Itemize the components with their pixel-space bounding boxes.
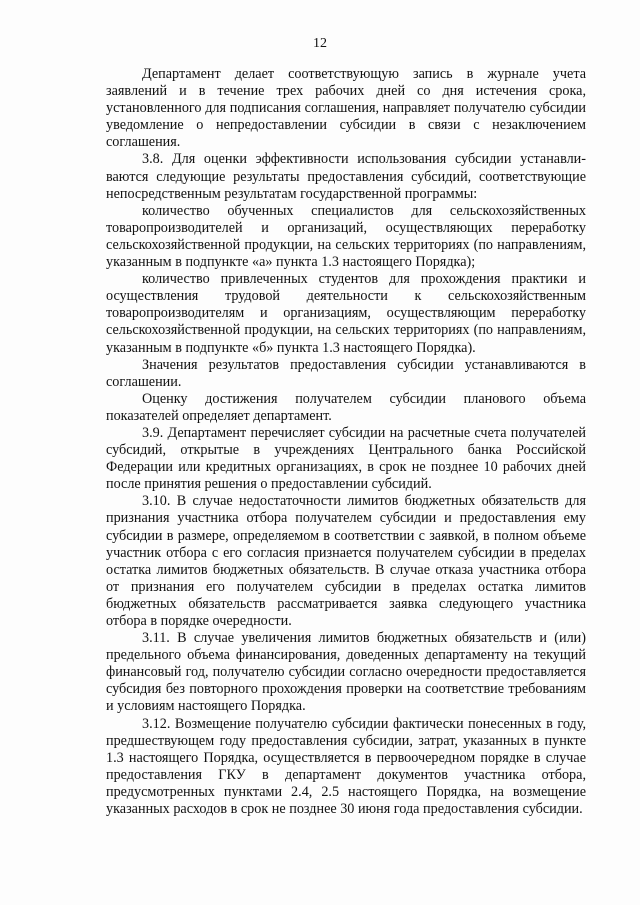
paragraph-3-8-results: 3.8. Для оценки эффективности использования субсидии устанавливаются следующие результаты предоставления субсидий, соответствующие непосредственным результатам государственной программы: (106, 151, 586, 202)
paragraph-result-values: Значения результатов предоставления субсидии устанавливаются в соглашении. (106, 356, 586, 390)
paragraph-3-11-increased-limits: 3.11. В случае увеличения лимитов бюджетных обязательств и (или) предельного объема финансирования, доведенных департаменту на текущий финансовый год, получателю субсидии согласно очередности предоставляется субсидия без повторного прохождения проверки на соответствие требованиям и условиям настоящего Порядка. (106, 630, 586, 715)
page-number: 12 (313, 36, 327, 51)
paragraph-attracted-students: количество привлеченных студентов для прохождения практики и осуществления трудовой деятельности к сельскохозяйственным товаропроизводителям и организациям, осуществляющим переработку сельскохозяйственной продукции, на сельских территориях (по направлениям, указанным в подпункте «б» пункта 1.3 настоящего Порядка). (106, 271, 586, 356)
document-body (106, 66, 586, 818)
paragraph-3-9-transfer: 3.9. Департамент перечисляет субсидии на расчетные счета получателей субсидий, открытые в учреждениях Центрального банка Российской Федерации или кредитных организациях, в срок не позднее 10 рабочих дней после принятия решения о предоставлении субсидий. (106, 424, 586, 493)
paragraph-registration-notice: Департамент делает соответствующую запись в журнале учета заявлений и в течение трех рабочих дней со дня истечения срока, установленного для подписания соглашения, направляет получателю субсидии уведомление о непредоставлении субсидии в связи с незаключением соглашения. (106, 66, 586, 151)
paragraph-assessment: Оценку достижения получателем субсидии планового объема показателей определяет департамент. (106, 390, 586, 424)
paragraph-3-12-reimbursement: 3.12. Возмещение получателю субсидии фактически понесенных в году, предшествующем году предоставления субсидии, затрат, указанных в пункте 1.3 настоящего Порядка, осуществляется в первоочередном порядке в случае предоставления ГКУ в департамент документов участника отбора, предусмотренных пунктами 2.4, 2.5 настоящего Порядка, на возмещение указанных расходов в срок не позднее 30 июня года предоставления субсидии. (106, 715, 586, 818)
paragraph-trained-specialists: количество обученных специалистов для сельскохозяйственных товаропроизводителей и организаций, осуществляющих переработку сельскохозяйственной продукции, на сельских территориях (по направлениям, указанным в подпункте «а» пункта 1.3 настоящего Порядка); (106, 202, 586, 271)
paragraph-3-10-insufficient-limits: 3.10. В случае недостаточности лимитов бюджетных обязательств для признания участника отбора получателем субсидии и предоставления ему субсидии в размере, определяемом в соответствии с заявкой, в полном объеме участник отбора с его согласия признается получателем субсидии в пределах остатка лимитов бюджетных обязательств. В случае отказа участника отбора от признания его получателем субсидии в пределах остатка лимитов бюджетных обязательств рассматривается заявка следующего участника отбора в порядке очередности. (106, 493, 586, 629)
